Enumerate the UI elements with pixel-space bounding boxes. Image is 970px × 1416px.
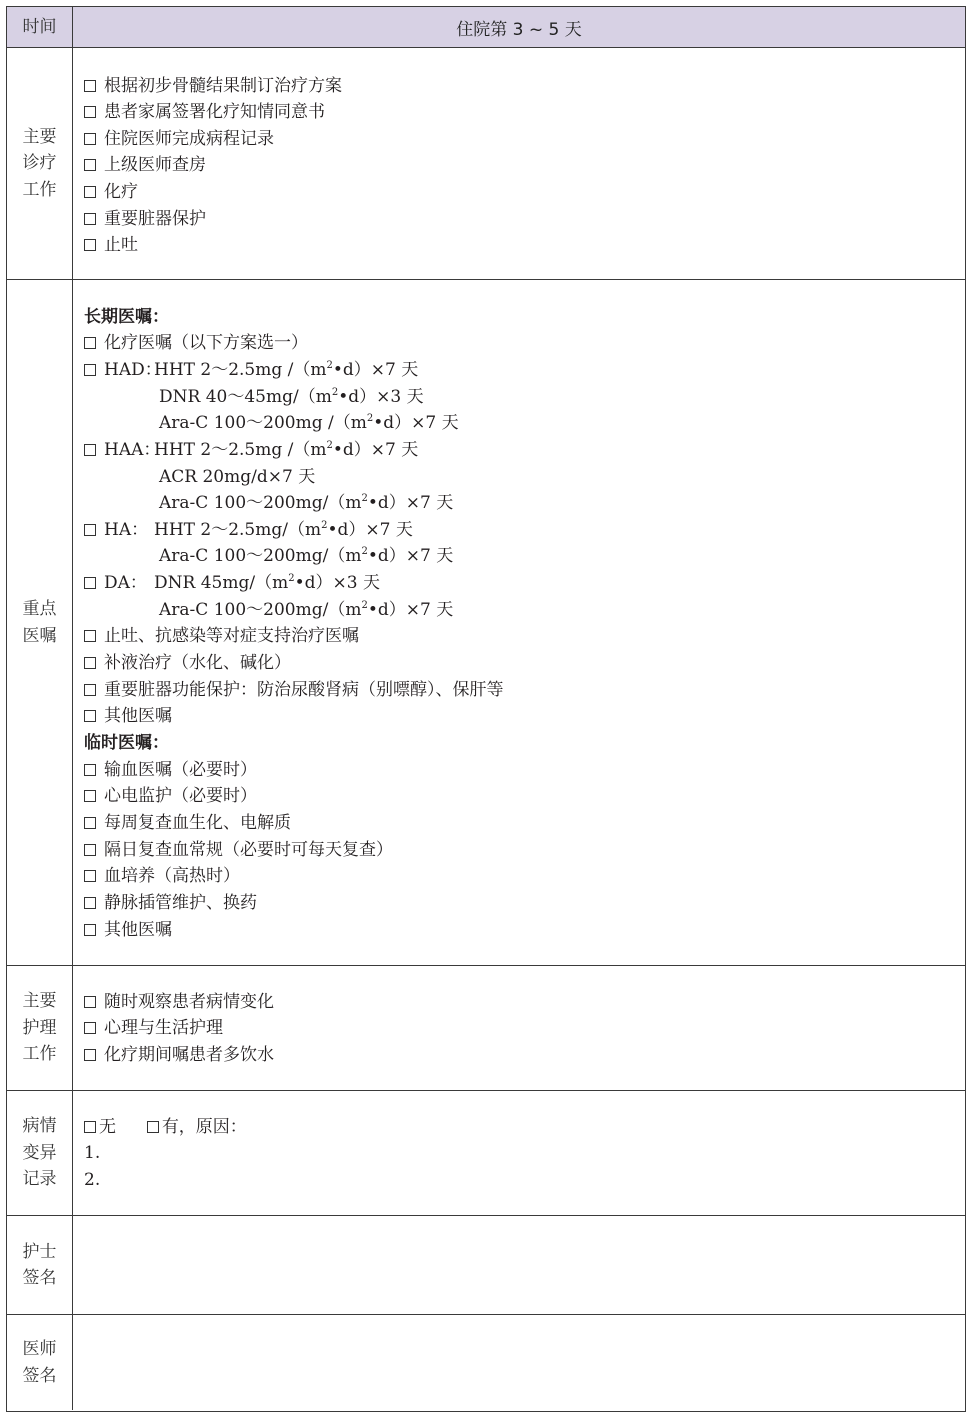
checkbox-icon[interactable] — [84, 80, 96, 92]
checklist-item[interactable]: 住院医师完成病程记录 — [84, 129, 274, 149]
variation-options — [84, 1117, 247, 1137]
checkbox-icon[interactable] — [84, 710, 96, 722]
checklist-item[interactable]: 止吐 — [84, 235, 138, 255]
checkbox-icon[interactable] — [84, 186, 96, 198]
doctor-sign-row — [7, 1315, 965, 1410]
checkbox-icon[interactable] — [84, 524, 96, 536]
checklist-item[interactable]: 隔日复查血常规（必要时可每天复查） — [84, 840, 393, 860]
checklist-item[interactable]: 化疗医嘱（以下方案选一） — [84, 333, 308, 353]
regimen-line: Ara-C $100\sim 200mg/(m^2•d)\times 7$ 天 — [159, 546, 454, 566]
variation-reason-line[interactable]: 2. — [84, 1170, 101, 1190]
nursing-content — [73, 966, 965, 1090]
checkbox-icon[interactable] — [84, 684, 96, 696]
checkbox-icon[interactable] — [84, 159, 96, 171]
checkbox-icon[interactable] — [84, 657, 96, 669]
checklist-item[interactable]: 输血医嘱（必要时） — [84, 760, 257, 780]
nurse-sign-row — [7, 1216, 965, 1315]
checkbox-icon[interactable] — [84, 630, 96, 642]
checkbox-icon[interactable] — [84, 1022, 96, 1034]
orders-label: 重点医嘱 — [7, 280, 73, 965]
checkbox-icon[interactable] — [84, 1121, 96, 1133]
checkbox-icon[interactable] — [84, 133, 96, 145]
regimen-ha[interactable]: HA： HHT $2\sim 2.5mg/(m^2•d)\times 7$ 天 — [84, 520, 413, 540]
checkbox-icon[interactable] — [147, 1121, 159, 1133]
diagnosis-content — [73, 48, 965, 279]
checkbox-icon[interactable] — [84, 844, 96, 856]
clinical-pathway-table — [6, 6, 966, 1412]
checkbox-icon[interactable] — [84, 764, 96, 776]
checklist-item[interactable]: 随时观察患者病情变化 — [84, 992, 274, 1012]
nursing-label: 主要护理工作 — [7, 966, 73, 1090]
diagnosis-row — [7, 48, 965, 280]
nursing-row — [7, 966, 965, 1091]
checkbox-icon[interactable] — [84, 364, 96, 376]
checkbox-icon[interactable] — [84, 1049, 96, 1061]
checklist-item[interactable]: 止吐、抗感染等对症支持治疗医嘱 — [84, 626, 359, 646]
checklist-item[interactable]: 化疗期间嘱患者多饮水 — [84, 1045, 274, 1065]
checkbox-icon[interactable] — [84, 239, 96, 251]
checklist-item[interactable]: 每周复查血生化、电解质 — [84, 813, 291, 833]
checkbox-icon[interactable] — [84, 337, 96, 349]
checklist-item[interactable]: 重要脏器保护 — [84, 209, 206, 229]
checkbox-icon[interactable] — [84, 106, 96, 118]
checkbox-icon[interactable] — [84, 213, 96, 225]
temp-orders-title: 临时医嘱： — [84, 733, 169, 753]
variation-yes-option[interactable]: 有，原因： — [147, 1117, 247, 1137]
variation-row — [7, 1091, 965, 1216]
period-title: 住院第 3 ~ 5 天 — [456, 19, 582, 40]
regimen-da[interactable]: DA： DNR $45mg/(m^2•d)\times 3$ 天 — [84, 573, 380, 593]
checklist-item[interactable]: 心电监护（必要时） — [84, 786, 257, 806]
diagnosis-label: 主要诊疗工作 — [7, 48, 73, 279]
nurse-sign-label: 护士签名 — [7, 1216, 73, 1314]
doctor-sign-label: 医师签名 — [7, 1315, 73, 1410]
orders-row — [7, 280, 965, 966]
regimen-line: DNR $40\sim 45mg/(m^2•d)\times 3$ 天 — [159, 387, 424, 407]
checkbox-icon[interactable] — [84, 817, 96, 829]
regimen-line: Ara-C $100\sim 200mg/(m^2•d)\times 7$ 天 — [159, 600, 454, 620]
regimen-line: Ara-C 100～200mg $/(m^2•d)\times 7$ 天 — [159, 413, 459, 433]
checklist-item[interactable]: 重要脏器功能保护：防治尿酸肾病（别嘌醇）、保肝等 — [84, 680, 504, 700]
checklist-item[interactable]: 血培养（高热时） — [84, 866, 240, 886]
nurse-sign-field[interactable] — [73, 1216, 965, 1314]
checklist-item[interactable]: 心理与生活护理 — [84, 1018, 223, 1038]
long-term-orders-title: 长期医嘱： — [84, 307, 169, 327]
header-row — [7, 7, 965, 48]
doctor-sign-field[interactable] — [73, 1315, 965, 1410]
checkbox-icon[interactable] — [84, 790, 96, 802]
checklist-item[interactable]: 其他医嘱 — [84, 706, 172, 726]
checklist-item[interactable]: 根据初步骨髓结果制订治疗方案 — [84, 76, 342, 96]
regimen-had[interactable]: HAD：HHT 2～2.5mg $/(m^2•d)\times 7$ 天 — [84, 360, 418, 380]
regimen-line: Ara-C $100\sim 200mg/(m^2•d)\times 7$ 天 — [159, 493, 454, 513]
variation-no-option[interactable]: 无 — [84, 1117, 116, 1137]
checklist-item[interactable]: 化疗 — [84, 182, 138, 202]
variation-reason-line[interactable]: 1. — [84, 1143, 101, 1163]
checkbox-icon[interactable] — [84, 870, 96, 882]
checkbox-icon[interactable] — [84, 444, 96, 456]
checklist-item[interactable]: 补液治疗（水化、碱化） — [84, 653, 291, 673]
checkbox-icon[interactable] — [84, 996, 96, 1008]
checklist-item[interactable]: 患者家属签署化疗知情同意书 — [84, 102, 325, 122]
checkbox-icon[interactable] — [84, 924, 96, 936]
checklist-item[interactable]: 其他医嘱 — [84, 920, 172, 940]
variation-label: 病情变异记录 — [7, 1091, 73, 1215]
orders-content — [73, 280, 965, 965]
checkbox-icon[interactable] — [84, 897, 96, 909]
checklist-item[interactable]: 静脉插管维护、换药 — [84, 893, 257, 913]
checklist-item[interactable]: 上级医师查房 — [84, 155, 206, 175]
checkbox-icon[interactable] — [84, 577, 96, 589]
regimen-haa[interactable]: HAA：HHT 2～2.5mg $/(m^2•d)\times 7$ 天 — [84, 440, 418, 460]
regimen-line: ACR 20mg/d×7 天 — [159, 467, 316, 487]
time-label: 时间 — [7, 7, 73, 47]
variation-content — [73, 1091, 965, 1215]
